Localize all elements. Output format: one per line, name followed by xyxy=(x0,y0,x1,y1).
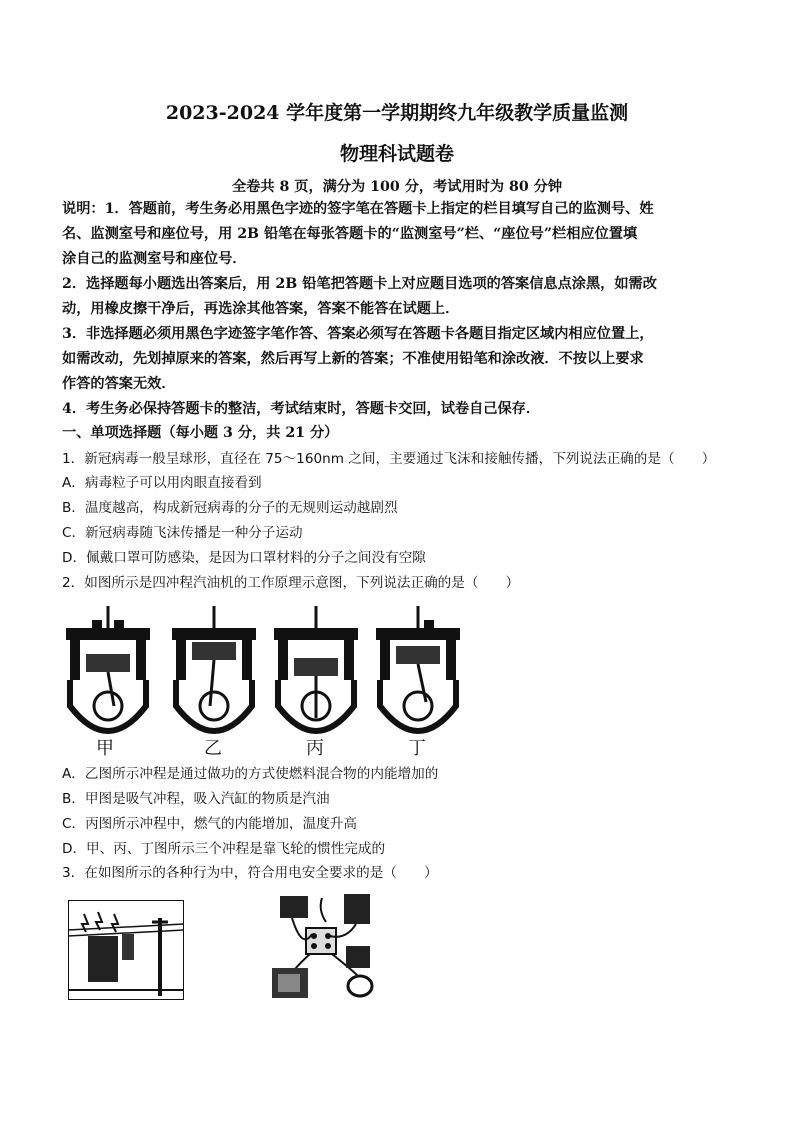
exam-title: 2023-2024 学年度第一学期期终九年级教学质量监测 xyxy=(165,102,629,124)
instruction-line: 作答的答案无效． xyxy=(62,376,176,392)
exam-subtitle: 物理科试题卷 xyxy=(339,143,454,165)
figure-label-jia: 甲 xyxy=(96,738,114,759)
question-2-option-d: D．甲、丙、丁图所示三个冲程是靠飞轮的惯性完成的 xyxy=(62,841,386,857)
question-1-option-a: A．病毒粒子可以用肉眼直接看到 xyxy=(62,475,262,491)
figure-label-bing: 丙 xyxy=(306,738,324,759)
instruction-line: 动，用橡皮擦干净后，再选涂其他答案，答案不能答在试题上． xyxy=(62,301,460,317)
exam-info: 全卷共 8 页，满分为 100 分，考试用时为 80 分钟 xyxy=(231,179,563,195)
question-1-option-d: D．佩戴口罩可防感染，是因为口罩材料的分子之间没有空隙 xyxy=(62,550,426,566)
question-1-option-b: B．温度越高，构成新冠病毒的分子的无规则运动越剧烈 xyxy=(62,500,398,516)
question-1-stem: 1．新冠病毒一般呈球形，直径在 75～160nm 之间，主要通过飞沫和接触传播，下列说法正确的是（ ） xyxy=(62,451,716,467)
instruction-line: 3．非选择题必须用黑色字迹签字笔作答、答案必须写在答题卡各题目指定区域内相应位置上， xyxy=(62,326,654,342)
figure-clothes-on-power-line xyxy=(68,900,184,1000)
instruction-line: 名、监测室号和座位号，用 2B 铅笔在每张答题卡的“监测室号”栏、“座位号”栏相应位置填 xyxy=(62,226,638,242)
instruction-line: 4．考生务必保持答题卡的整洁，考试结束时，答题卡交回，试卷自己保存． xyxy=(62,401,541,417)
question-2-option-a: A．乙图所示冲程是通过做功的方式使燃料混合物的内能增加的 xyxy=(62,766,439,782)
instruction-line: 如需改动，先划掉原来的答案，然后再写上新的答案；不准使用铅笔和涂改液．不按以上要求 xyxy=(62,351,644,367)
figure-overloaded-socket xyxy=(262,890,384,1006)
figure-label-ding: 丁 xyxy=(408,738,426,759)
instruction-line: 涂自己的监测室号和座位号． xyxy=(62,251,247,267)
instruction-line: 2．选择题每小题选出答案后，用 2B 铅笔把答题卡上对应题目选项的答案信息点涂黑，如需改 xyxy=(62,276,657,292)
question-2-option-c: C．丙图所示冲程中，燃气的内能增加，温度升高 xyxy=(62,816,357,832)
instruction-line: 说明：1．答题前，考生务必用黑色字迹的签字笔在答题卡上指定的栏目填写自己的监测号、姓 xyxy=(62,201,654,217)
question-3-stem: 3．在如图所示的各种行为中，符合用电安全要求的是（ ） xyxy=(62,865,438,881)
question-1-option-c: C．新冠病毒随飞沫传播是一种分子运动 xyxy=(62,525,303,541)
question-2-option-b: B．甲图是吸气冲程，吸入汽缸的物质是汽油 xyxy=(62,791,330,807)
section-heading: 一、单项选择题（每小题 3 分，共 21 分） xyxy=(62,425,339,441)
figure-label-yi: 乙 xyxy=(204,738,222,759)
question-2-stem: 2．如图所示是四冲程汽油机的工作原理示意图，下列说法正确的是（ ） xyxy=(62,575,520,591)
